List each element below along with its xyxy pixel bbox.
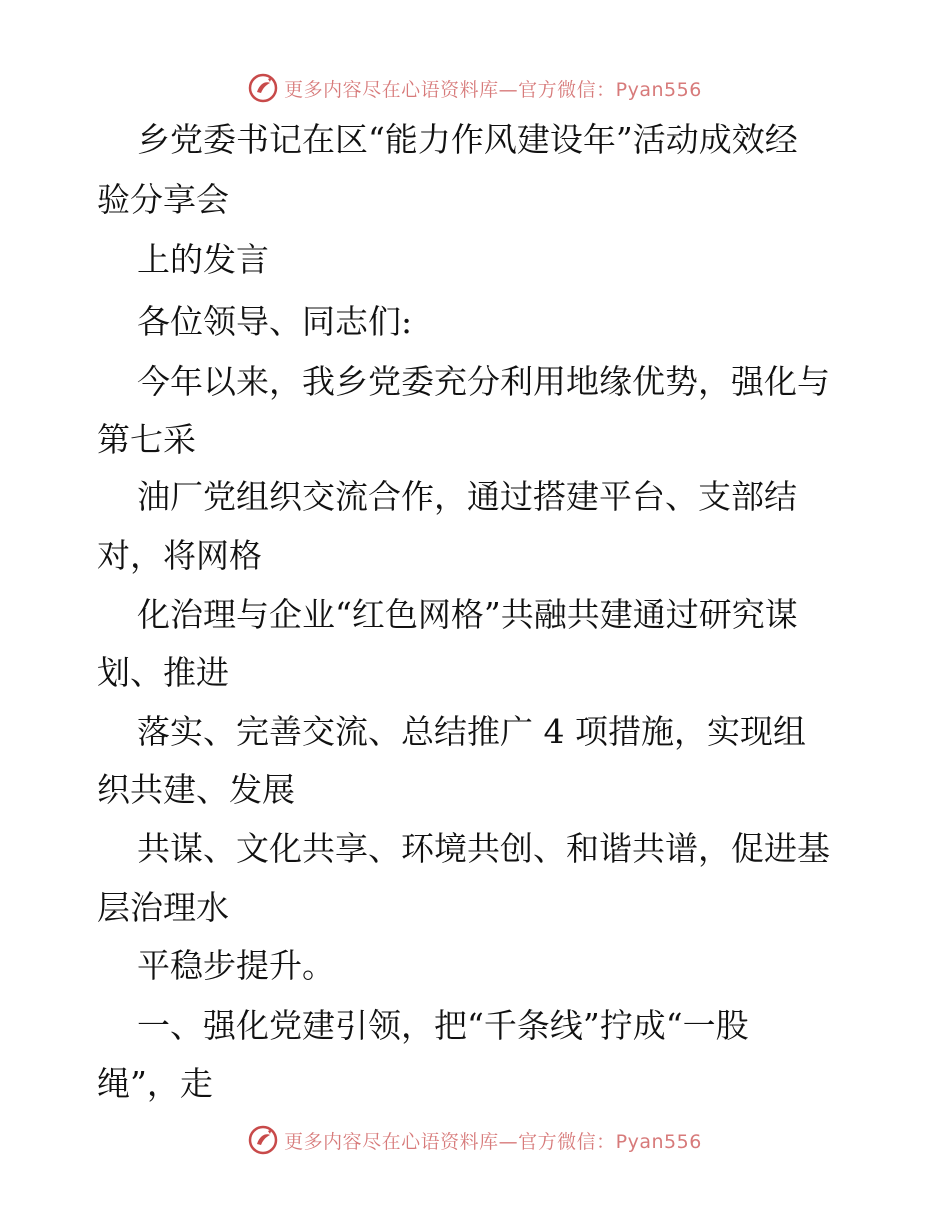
text-line: 验分享会 — [97, 180, 229, 219]
text-line: 化治理与企业“红色网格”共融共建通过研究谋 — [137, 595, 798, 634]
text-line: 落实、完善交流、总结推广 4 项措施，实现组 — [137, 712, 806, 751]
text-line: 对，将网格 — [97, 536, 262, 575]
seal-logo-icon — [248, 1125, 278, 1155]
text-line: 划、推进 — [97, 653, 229, 692]
text-line: 平稳步提升。 — [137, 946, 335, 985]
text-line: 层治理水 — [97, 888, 229, 927]
text-line: 上的发言 — [137, 240, 269, 279]
watermark-text: 更多内容尽在心语资料库—官方微信：Pyan556 — [284, 1130, 702, 1153]
watermark-footer — [0, 1122, 950, 1158]
text-line: 各位领导、同志们: — [137, 302, 413, 341]
text-line: 乡党委书记在区“能力作风建设年”活动成效经 — [137, 120, 798, 159]
text-line: 一、强化党建引领，把“千条线”拧成“一股 — [137, 1006, 749, 1045]
text-line: 共谋、文化共享、环境共创、和谐共谱，促进基 — [137, 829, 830, 868]
text-line: 第七采 — [97, 420, 196, 459]
text-line: 油厂党组织交流合作，通过搭建平台、支部结 — [137, 477, 797, 516]
seal-logo-icon — [248, 73, 278, 103]
watermark-text: 更多内容尽在心语资料库—官方微信：Pyan556 — [284, 78, 702, 101]
text-line: 织共建、发展 — [97, 770, 295, 809]
text-line: 绳”，走 — [97, 1064, 213, 1103]
text-line: 今年以来，我乡党委充分利用地缘优势，强化与 — [137, 362, 830, 401]
watermark-header — [0, 70, 950, 106]
